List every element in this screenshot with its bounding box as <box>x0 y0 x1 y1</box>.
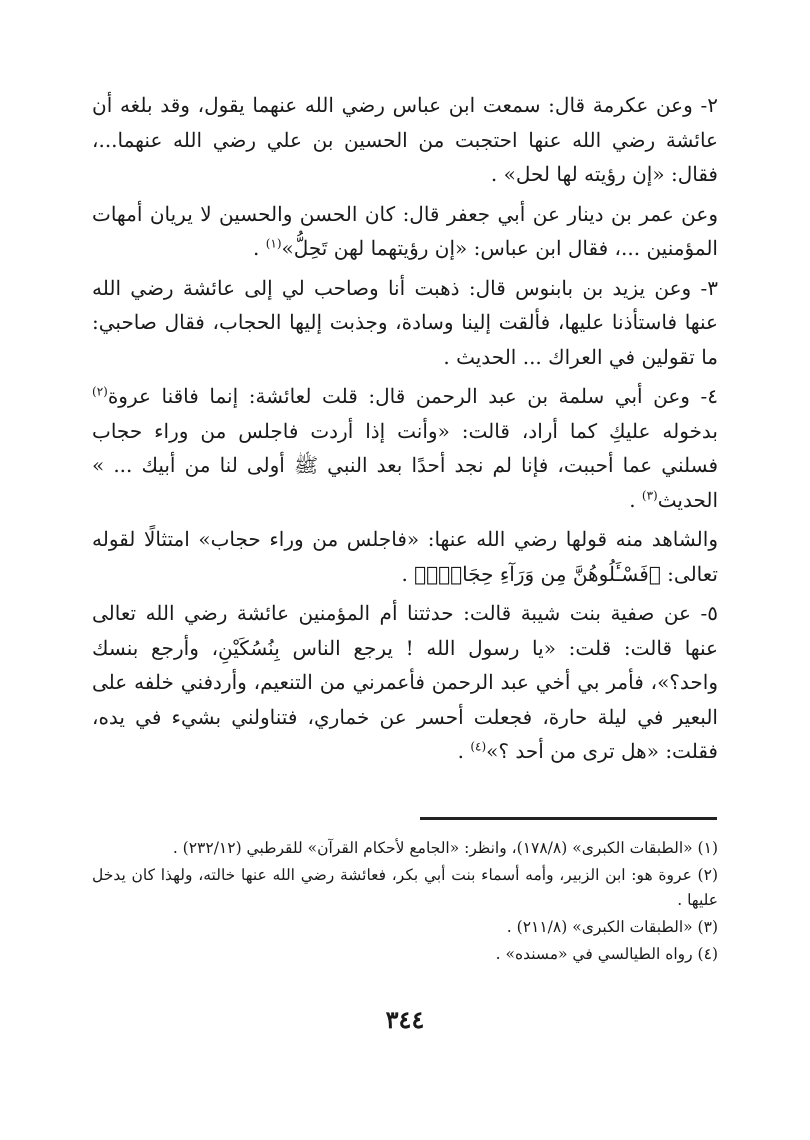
paragraph-hadith-4 <box>92 379 718 517</box>
paragraph-text: والشاهد منه قولها رضي الله عنها: «فاجلس من وراء حجاب» امتثالًا لقوله تعالى: ﴿فَسْـَٔلُوهُنَّ مِن وَرَآءِ حِجَابٍۢ﴾ . <box>92 527 718 586</box>
page-number: ٣٤٤ <box>385 1005 425 1034</box>
footnote-1: (١) «الطبقات الكبرى» (١٧٨/٨)، وانظر: «الجامع لأحكام القرآن» للقرطبي (٢٣٢/١٢) . <box>172 839 718 857</box>
paragraph-text: ٤- وعن أبي سلمة بن عبد الرحمن قال: قلت لعائشة: إنما فاقنا عروة <box>107 384 718 408</box>
footnote-ref: (٢) <box>92 384 108 399</box>
paragraph-evidence <box>92 522 718 591</box>
footnotes <box>92 836 718 969</box>
paragraph-text: ٢- وعن عكرمة قال: سمعت ابن عباس رضي الله عنهما يقول، وقد بلغه أن عائشة رضي الله عنها احتجبت من الحسين بن علي رضي الله عنهما...، فقال: «إن رؤيته لها لحل» . <box>92 93 718 186</box>
footnote-2: (٢) عروة هو: ابن الزبير، وأمه أسماء بنت أبي بكر، فعائشة رضي الله عنها خالته، ولهذا كان يدخل عليها . <box>92 866 718 909</box>
paragraph-hadith-5 <box>92 596 718 769</box>
paragraph-amr-ibn-dinar <box>92 197 718 266</box>
paragraph-tail: . <box>457 739 471 763</box>
paragraph-text: ٣- وعن يزيد بن بابنوس قال: ذهبت أنا وصاحب لي إلى عائشة رضي الله عنها فاستأذنا عليها، فألقت إلينا وسادة، وجذبت إليها الحجاب، فقال صاحبي: ما تقولين في العراك ... الحديث . <box>92 275 718 369</box>
paragraph-text: وعن عمر بن دينار عن أبي جعفر قال: كان الحسن والحسين لا يريان أمهات المؤمنين ...، فقال ابن عباس: «إن رؤيتهما لهن تَحِلُّ» <box>92 201 718 260</box>
paragraph-hadith-3 <box>92 271 718 375</box>
paragraph-text: ٥- عن صفية بنت شيبة قالت: حدثتنا أم المؤمنين عائشة رضي الله تعالى عنها قالت: قلت: «يا رسول الله ! يرجع الناس بِنُسُكَيْنِ، وأرجع بنسك واحد؟»، فأمر بي أخي عبد الرحمن فأعمرني من التنعيم، وأردفني خلفه على البعير في ليلة حارة، فجعلت أحسر عن خماري، فتناولني بشيء في يده، فقلت: «هل ترى من أحد ؟» <box>92 601 718 763</box>
footnote-ref: (١) <box>265 236 282 251</box>
paragraph-tail: . <box>629 487 642 512</box>
main-text <box>92 88 718 774</box>
footnote-ref: (٤) <box>470 739 487 754</box>
paragraph-hadith-2 <box>92 88 718 192</box>
footnote-3: (٣) «الطبقات الكبرى» (٢١١/٨) . <box>506 918 718 936</box>
paragraph-tail: . <box>252 236 266 260</box>
footnote-divider <box>420 817 717 820</box>
paragraph-tail: بدخوله عليكِ كما أراد، قالت: «وأنت إذا أردت فاجلس من وراء حجاب فسلني عما أحببت، فإنا لم نجد أحدًا بعد النبي ﷺ أولى لنا من أبيك ... » الحديث <box>92 418 718 512</box>
footnote-4: (٤) رواه الطيالسي في «مسنده» . <box>495 945 718 963</box>
footnote-ref: (٣) <box>641 487 658 502</box>
